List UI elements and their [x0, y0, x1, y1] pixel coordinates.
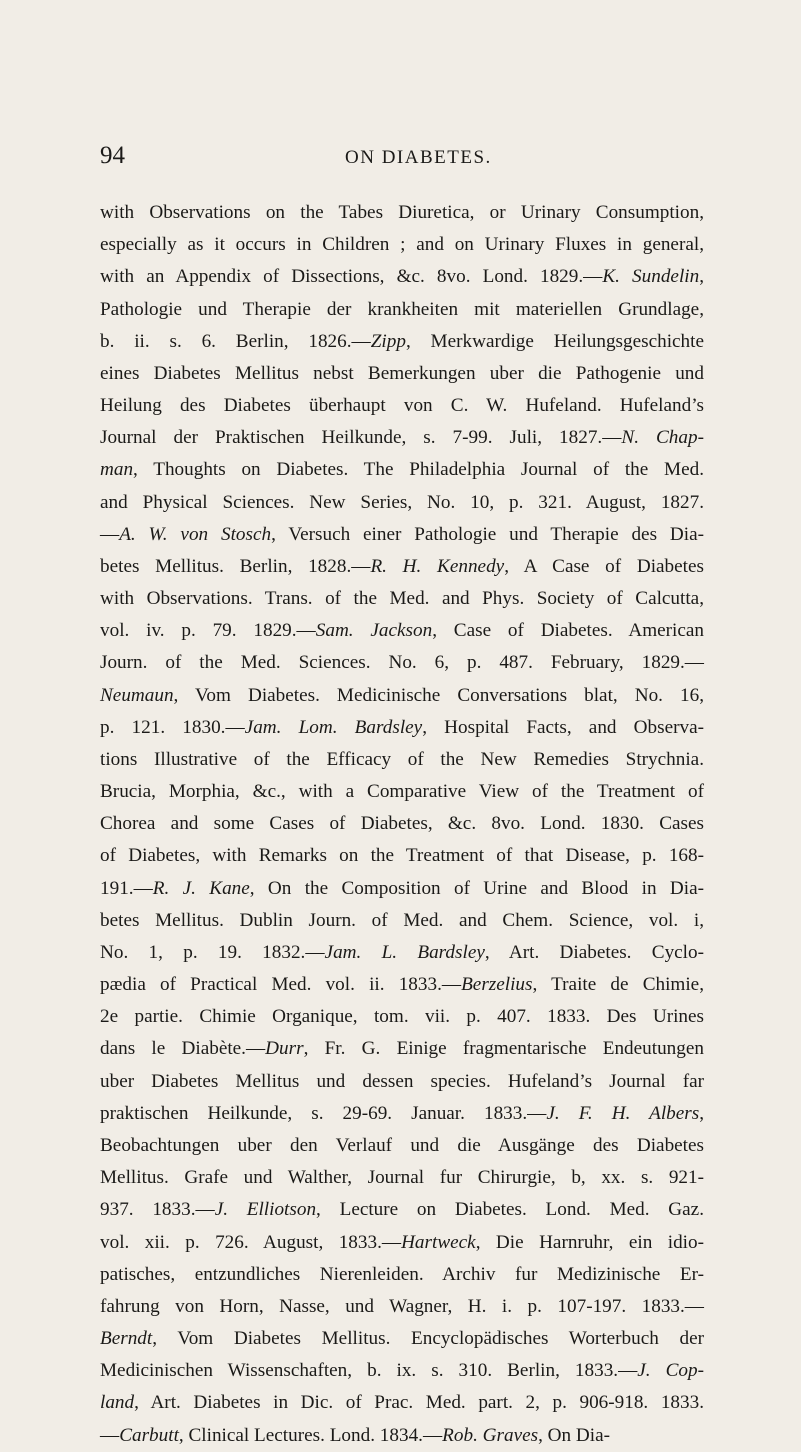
text-line — [100, 1355, 704, 1387]
text-line — [100, 1227, 704, 1259]
text-segment: with Observations. Trans. of the Med. and Phys. Society of Calcutta, — [100, 588, 704, 610]
page-number: 94 — [100, 142, 125, 169]
text-segment: betes Mellitus. Berlin, 1828.— — [100, 555, 371, 577]
author-name: R. H. Kennedy — [370, 555, 505, 577]
text-segment: dans le Diabète.— — [100, 1038, 266, 1060]
text-segment: , Thoughts on Diabetes. The Philadelphia Journal of the Med. — [133, 459, 704, 481]
text-line — [100, 1420, 704, 1452]
author-name: Jam. Lom. Bardsley — [244, 716, 423, 738]
text-line — [100, 1001, 704, 1033]
text-segment: with Observations on the Tabes Diuretica, or Urinary Consumption, — [100, 202, 704, 223]
text-line — [100, 1066, 704, 1098]
text-line — [100, 1098, 704, 1130]
text-segment: patisches, entzundliches Nierenleiden. Archiv fur Medizinische Er- — [100, 1263, 704, 1285]
text-segment: p. 121. 1830.— — [100, 716, 245, 738]
author-name: K. Sundelin — [602, 266, 700, 288]
author-name: Zipp — [370, 330, 406, 352]
text-segment: Heilung des Diabetes überhaupt von C. W. Hufeland. Hufeland’s — [100, 395, 704, 417]
author-name: A. W. von Stosch — [119, 523, 272, 545]
author-name: man — [100, 459, 134, 481]
text-segment: — — [100, 1424, 120, 1446]
text-segment: , Versuch einer Pathologie und Therapie des Dia- — [271, 523, 704, 545]
text-line — [100, 454, 704, 486]
text-line — [100, 808, 704, 840]
text-segment: Brucia, Morphia, &c., with a Comparative View of the Treatment of — [100, 781, 704, 803]
text-segment: , Vom Diabetes. Medicinische Conversations blat, No. 16, — [173, 684, 704, 706]
text-segment: tions Illustrative of the Efficacy of the New Remedies Strychnia. — [100, 748, 704, 770]
text-line — [100, 261, 704, 293]
text-segment: uber Diabetes Mellitus und dessen species. Hufeland’s Journal far — [100, 1070, 704, 1092]
text-segment: , Clinical Lectures. Lond. 1834.— — [178, 1424, 443, 1446]
text-line — [100, 390, 704, 422]
text-line — [100, 1259, 704, 1291]
text-line — [100, 680, 704, 712]
text-line — [100, 487, 704, 519]
text-segment: , Die Harnruhr, ein idio- — [475, 1231, 704, 1253]
text-line — [100, 969, 704, 1001]
text-segment: Journal der Praktischen Heilkunde, s. 7-99. Juli, 1827.— — [100, 427, 622, 449]
text-segment: , — [699, 1102, 704, 1124]
text-segment: , A Case of Diabetes — [504, 555, 704, 577]
text-line — [100, 294, 704, 326]
text-line — [100, 1194, 704, 1226]
text-line — [100, 358, 704, 390]
text-segment: Beobachtungen uber den Verlauf und die Ausgänge des Diabetes — [100, 1134, 704, 1156]
text-segment: fahrung von Horn, Nasse, und Wagner, H. i. p. 107-197. 1833.— — [100, 1295, 704, 1317]
text-line — [100, 1033, 704, 1065]
text-segment: Mellitus. Grafe und Walther, Journal fur Chirurgie, b, xx. s. 921- — [100, 1167, 704, 1189]
text-line — [100, 583, 704, 615]
text-segment: pædia of Practical Med. vol. ii. 1833.— — [100, 974, 462, 996]
text-line — [100, 712, 704, 744]
bibliography-text — [100, 197, 704, 1452]
text-line — [100, 1387, 704, 1419]
text-segment: of Diabetes, with Remarks on the Treatment of that Disease, p. 168- — [100, 845, 704, 867]
text-segment: , Case of Diabetes. American — [432, 620, 705, 642]
text-line — [100, 840, 704, 872]
text-line — [100, 873, 704, 905]
text-segment: vol. xii. p. 726. August, 1833.— — [100, 1231, 402, 1253]
text-segment: , Merkwardige Heilungsgeschichte — [405, 330, 704, 352]
text-line — [100, 744, 704, 776]
author-name: land — [100, 1392, 135, 1414]
text-line — [100, 1323, 704, 1355]
page-header — [100, 142, 700, 172]
text-segment: , On the Composition of Urine and Blood in Dia- — [249, 877, 704, 899]
author-name: J. Elliotson — [214, 1199, 317, 1221]
text-segment: with an Appendix of Dissections, &c. 8vo. Lond. 1829.— — [100, 266, 603, 288]
text-segment: 937. 1833.— — [100, 1199, 215, 1221]
text-line — [100, 551, 704, 583]
text-segment: betes Mellitus. Dublin Journ. of Med. and Chem. Science, vol. i, — [100, 909, 704, 931]
text-line — [100, 647, 704, 679]
text-line — [100, 519, 704, 551]
author-name: J. F. H. Albers — [546, 1102, 700, 1124]
text-line — [100, 326, 704, 358]
text-line — [100, 1162, 704, 1194]
text-line — [100, 197, 704, 229]
text-segment: , On Dia- — [538, 1424, 611, 1446]
text-segment: eines Diabetes Mellitus nebst Bemerkungen uber die Pathogenie und — [100, 362, 704, 384]
text-segment: , Lecture on Diabetes. Lond. Med. Gaz. — [316, 1199, 704, 1221]
text-line — [100, 422, 704, 454]
text-segment: — — [100, 523, 120, 545]
text-line — [100, 1130, 704, 1162]
text-line — [100, 776, 704, 808]
author-name: Berndt — [100, 1328, 153, 1350]
author-name: R. J. Kane — [152, 877, 250, 899]
text-segment: praktischen Heilkunde, s. 29-69. Januar. 1833.— — [100, 1102, 547, 1124]
author-name: Carbutt — [119, 1424, 179, 1446]
text-segment: Medicinischen Wissenschaften, b. ix. s. 310. Berlin, 1833.— — [100, 1360, 638, 1382]
text-line — [100, 229, 704, 261]
text-line — [100, 1291, 704, 1323]
author-name: J. Cop- — [637, 1360, 704, 1382]
text-segment: 191.— — [100, 877, 153, 899]
text-line — [100, 937, 704, 969]
author-name: Berzelius — [461, 974, 533, 996]
text-line — [100, 905, 704, 937]
author-name: N. Chap- — [621, 427, 704, 449]
author-name: Neumaun — [100, 684, 174, 706]
text-segment: No. 1, p. 19. 1832.— — [100, 941, 325, 963]
text-segment: , Art. Diabetes in Dic. of Prac. Med. part. 2, p. 906-918. 1833. — [134, 1392, 704, 1414]
text-segment: and Physical Sciences. New Series, No. 10, p. 321. August, 1827. — [100, 491, 704, 513]
text-segment: 2e partie. Chimie Organique, tom. vii. p. 407. 1833. Des Urines — [100, 1006, 704, 1028]
text-line — [100, 615, 704, 647]
text-segment: vol. iv. p. 79. 1829.— — [100, 620, 316, 642]
text-segment: , — [699, 266, 704, 288]
text-segment: especially as it occurs in Children ; and on Urinary Fluxes in general, — [100, 234, 704, 256]
text-segment: , Fr. G. Einige fragmentarische Endeutungen — [303, 1038, 704, 1060]
author-name: Hartweck — [401, 1231, 476, 1253]
author-name: Sam. Jackson — [315, 620, 433, 642]
text-segment: , Hospital Facts, and Observa- — [422, 716, 704, 738]
running-title: ON DIABETES. — [345, 147, 492, 168]
text-segment: , Art. Diabetes. Cyclo- — [484, 941, 704, 963]
text-segment: , Traite de Chimie, — [532, 974, 704, 996]
text-segment: , Vom Diabetes Mellitus. Encyclopädisches Worterbuch der — [152, 1328, 704, 1350]
author-name: Jam. L. Bardsley — [324, 941, 485, 963]
text-segment: Pathologie und Therapie der krankheiten mit materiellen Grundlage, — [100, 298, 704, 320]
text-segment: b. ii. s. 6. Berlin, 1826.— — [100, 330, 371, 352]
author-name: Durr — [265, 1038, 304, 1060]
text-segment: Journ. of the Med. Sciences. No. 6, p. 487. February, 1829.— — [100, 652, 704, 674]
author-name: Rob. Graves — [442, 1424, 539, 1446]
text-segment: Chorea and some Cases of Diabetes, &c. 8vo. Lond. 1830. Cases — [100, 813, 704, 835]
